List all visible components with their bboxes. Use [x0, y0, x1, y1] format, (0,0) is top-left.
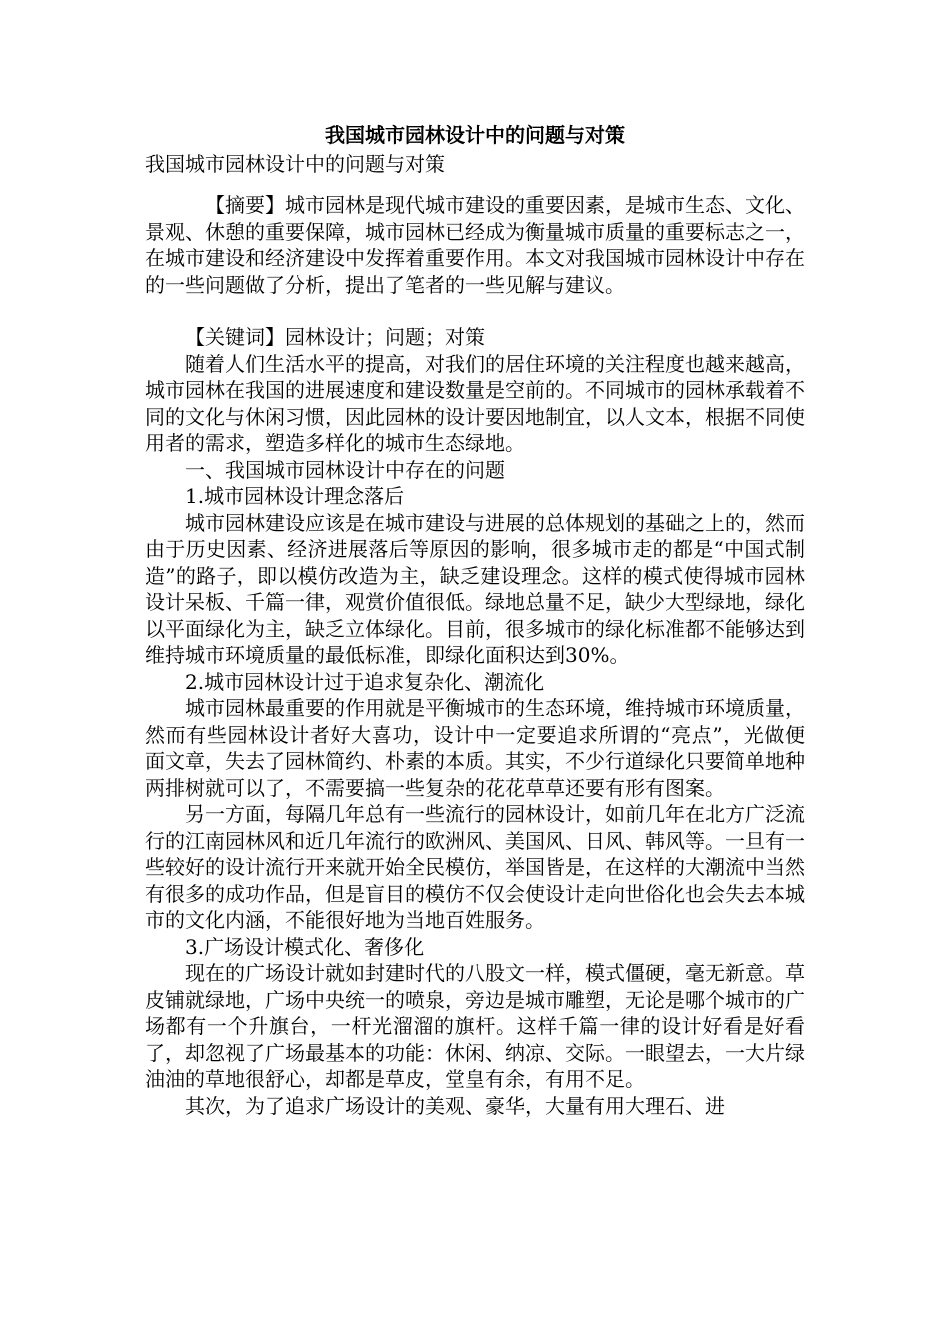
document-subtitle: 我国城市园林设计中的问题与对策: [145, 152, 445, 176]
body-paragraph: 另一方面，每隔几年总有一些流行的园林设计，如前几年在北方广泛流行的江南园林风和近几年流行的欧洲风、美国风、日风、韩风等。一旦有一些较好的设计流行开来就开始全民模仿，举国皆是，在这样的大潮流中当然有很多的成功作品，但是盲目的模仿不仅会使设计走向世俗化也会失去本城市的文化内涵，不能很好地为当地百姓服务。: [145, 802, 805, 932]
keywords-line: 【关键词】园林设计；问题；对策: [185, 325, 485, 349]
document-title: 我国城市园林设计中的问题与对策: [325, 123, 625, 147]
body-paragraph: 城市园林最重要的作用就是平衡城市的生态环境，维持城市环境质量，然而有些园林设计者好大喜功，设计中一定要追求所谓的“亮点”，光做便面文章，失去了园林简约、朴素的本质。其实，不少行道绿化只要简单地种两排树就可以了，不需要搞一些复杂的花花草草还要有形有图案。: [145, 696, 805, 800]
body-paragraph: 现在的广场设计就如封建时代的八股文一样，模式僵硬，毫无新意。草皮铺就绿地，广场中央统一的喷泉，旁边是城市雕塑，无论是哪个城市的广场都有一个升旗台，一杆光溜溜的旗杆。这样千篇一律的设计好看是好看了，却忽视了广场最基本的功能：休闲、纳凉、交际。一眼望去，一大片绿油油的草地很舒心，却都是草皮，堂皇有余，有用不足。: [145, 961, 805, 1091]
abstract-paragraph: 【摘要】城市园林是现代城市建设的重要因素，是城市生态、文化、景观、休憩的重要保障，城市园林已经成为衡量城市质量的重要标志之一，在城市建设和经济建设中发挥着重要作用。本文对我国城市园林设计中存在的一些问题做了分析，提出了笔者的一些见解与建议。: [145, 193, 805, 297]
document-page: [145, 120, 805, 1119]
body-paragraph: 其次，为了追求广场设计的美观、豪华，大量有用大理石、进: [185, 1093, 725, 1118]
subsection-heading: 2.城市园林设计过于追求复杂化、潮流化: [185, 669, 545, 694]
body-paragraph: 随着人们生活水平的提高，对我们的居住环境的关注程度也越来越高，城市园林在我国的进展速度和建设数量是空前的。不同城市的园林承载着不同的文化与休闲习惯，因此园林的设计要因地制宜，以人文本，根据不同使用者的需求，塑造多样化的城市生态绿地。: [145, 351, 805, 455]
body-paragraph: 城市园林建设应该是在城市建设与进展的总体规划的基础之上的，然而由于历史因素、经济进展落后等原因的影响，很多城市走的都是“中国式制造”的路子，即以模仿改造为主，缺乏建设理念。这样的模式使得城市园林设计呆板、千篇一律，观赏价值很低。绿地总量不足，缺少大型绿地，绿化以平面绿化为主，缺乏立体绿化。目前，很多城市的绿化标准都不能够达到维持城市环境质量的最低标准，即绿化面积达到30%。: [145, 510, 805, 667]
section-heading: 一、我国城市园林设计中存在的问题: [185, 457, 505, 482]
subsection-heading: 1.城市园林设计理念落后: [185, 484, 405, 508]
subsection-heading: 3.广场设计模式化、奢侈化: [185, 934, 425, 959]
